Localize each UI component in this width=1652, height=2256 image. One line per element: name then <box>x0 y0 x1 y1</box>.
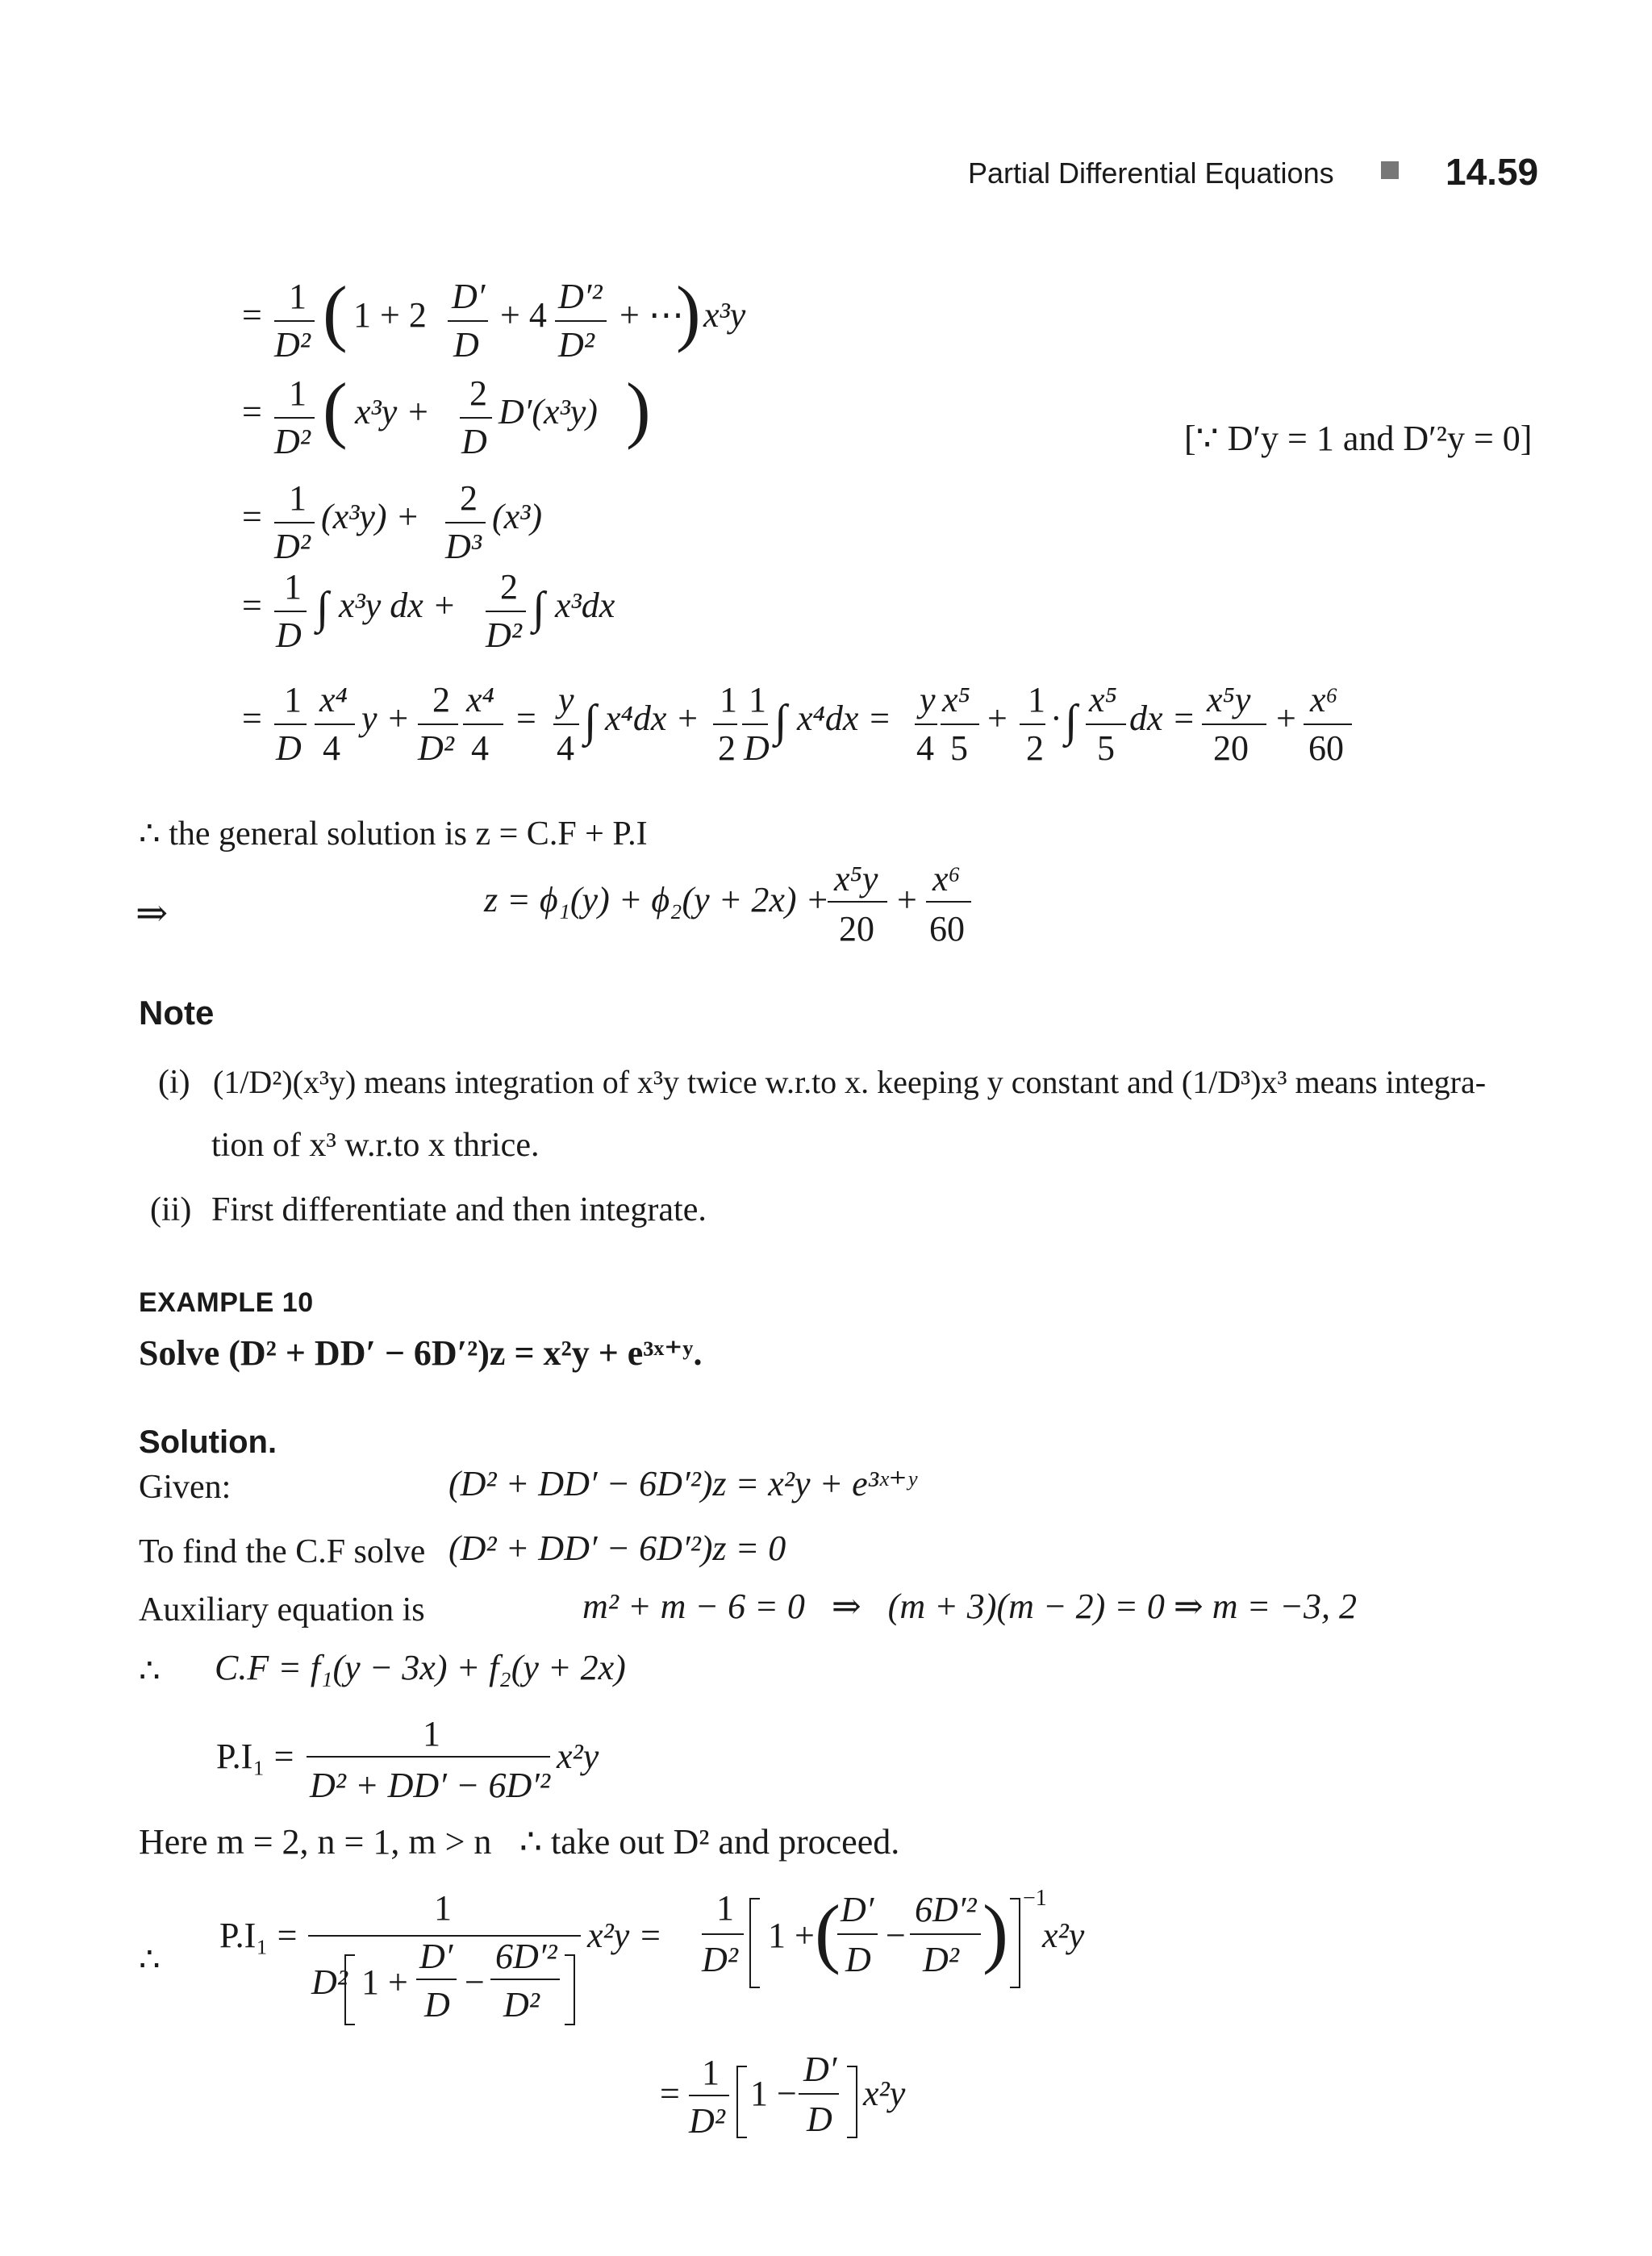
svg-text:D²: D² <box>689 2101 725 2141</box>
svg-text:y: y <box>920 680 936 719</box>
svg-text:): ) <box>626 368 651 450</box>
svg-text:1: 1 <box>289 373 307 413</box>
svg-text:5: 5 <box>1097 728 1115 768</box>
svg-text:∫: ∫ <box>584 696 597 746</box>
svg-text:+: + <box>1276 698 1296 738</box>
svg-text:D′: D′ <box>803 2050 837 2089</box>
svg-text:6D′²: 6D′² <box>915 1890 977 1929</box>
svg-text:y +: y + <box>361 698 411 738</box>
svg-text:5: 5 <box>950 728 968 768</box>
svg-text:x⁴dx =: x⁴dx = <box>797 698 892 738</box>
page-number: 14.59 <box>1446 151 1539 193</box>
note-heading: Note <box>139 994 215 1032</box>
derivation-line-1 <box>242 271 746 365</box>
svg-text:D² + DD′ − 6D′²: D² + DD′ − 6D′² <box>310 1766 551 1805</box>
svg-text:x⁵: x⁵ <box>942 680 970 719</box>
derivation-line-3 <box>242 478 542 566</box>
general-solution-statement: ∴ the general solution is z = C.F + P.I <box>139 815 648 853</box>
svg-text:D: D <box>807 2100 832 2139</box>
svg-text:1: 1 <box>716 1888 734 1928</box>
cf-result: C.F = f₁(y − 3x) + f₂(y + 2x) <box>215 1648 626 1687</box>
svg-text:1: 1 <box>1028 680 1045 719</box>
derivation-line-5 <box>242 680 1352 768</box>
svg-text:): ) <box>676 271 701 353</box>
solution-heading: Solution. <box>139 1424 277 1460</box>
svg-text:·: · <box>1050 698 1062 738</box>
svg-text:D: D <box>845 1940 871 1979</box>
note-item-i-line1: (1/D²)(x³y) means integration of x³y twice w.r.to x. keeping y constant and (1/D³)x³ means integra- <box>213 1064 1487 1100</box>
svg-text:D²: D² <box>418 728 454 768</box>
svg-text:x³y dx +: x³y dx + <box>339 586 457 625</box>
svg-text:y: y <box>558 680 574 719</box>
aux-label: Auxiliary equation is <box>139 1591 425 1628</box>
pi1-equation <box>211 1710 695 1815</box>
svg-text:=: = <box>242 295 262 335</box>
svg-text:x⁴dx +: x⁴dx + <box>605 698 700 738</box>
svg-text:x⁶: x⁶ <box>932 859 961 899</box>
svg-text:=: = <box>660 2074 680 2113</box>
svg-text:D²: D² <box>311 1962 348 2002</box>
here-statement: Here m = 2, n = 1, m > n <box>139 1822 492 1862</box>
svg-text:P.I₁ =: P.I₁ = <box>219 1916 298 1955</box>
svg-text:1: 1 <box>289 277 307 316</box>
given-equation: (D² + DD′ − 6D′²)z = x²y + e³ˣ⁺ʸ <box>448 1464 916 1503</box>
svg-text:2: 2 <box>432 680 450 719</box>
svg-text:(: ( <box>323 368 348 450</box>
svg-text:D²: D² <box>274 325 311 365</box>
svg-text:x³y +: x³y + <box>355 392 430 432</box>
svg-text:+ 4: + 4 <box>500 295 547 335</box>
svg-text:1 +: 1 + <box>361 1962 408 2002</box>
svg-text:1: 1 <box>423 1714 440 1754</box>
svg-text:4: 4 <box>557 728 574 768</box>
svg-text:x⁵: x⁵ <box>1089 680 1117 719</box>
running-title: Partial Differential Equations <box>968 156 1334 190</box>
svg-text:1 +: 1 + <box>768 1916 815 1955</box>
svg-text:x³dx: x³dx <box>555 586 615 625</box>
derivation-side-note: [∵ D′y = 1 and D′²y = 0] <box>1184 419 1533 458</box>
svg-text:=: = <box>242 497 262 536</box>
pi1-expand-therefore: ∴ <box>139 1941 161 1979</box>
svg-text:4: 4 <box>471 728 489 768</box>
svg-text:x⁶: x⁶ <box>1310 680 1338 719</box>
svg-text:1 + 2: 1 + 2 <box>353 295 427 335</box>
svg-text:2: 2 <box>460 478 478 518</box>
svg-text:+ ⋯: + ⋯ <box>620 295 684 335</box>
pi1-expanded-equation <box>211 1887 1131 2145</box>
cf-equation: (D² + DD′ − 6D′²)z = 0 <box>448 1528 786 1568</box>
example-label: EXAMPLE 10 <box>139 1287 314 1318</box>
svg-text:20: 20 <box>1213 728 1249 768</box>
svg-text:x²y: x²y <box>863 2074 906 2113</box>
svg-text:D′: D′ <box>419 1937 453 1976</box>
svg-text:z = ϕ₁(y) + ϕ₂(y + 2x) +: z = ϕ₁(y) + ϕ₂(y + 2x) + <box>484 880 830 919</box>
svg-text:20: 20 <box>839 909 874 949</box>
svg-text:6D′²: 6D′² <box>495 1937 557 1976</box>
svg-text:1: 1 <box>289 478 307 518</box>
svg-text:x⁴: x⁴ <box>319 680 348 719</box>
svg-text:(: ( <box>815 1889 841 1975</box>
derivation-block <box>210 266 1565 799</box>
svg-text:dx =: dx = <box>1129 698 1196 738</box>
svg-text:x²y: x²y <box>557 1737 599 1776</box>
svg-text:4: 4 <box>916 728 934 768</box>
svg-text:2: 2 <box>469 373 487 413</box>
svg-text:∫: ∫ <box>1065 696 1078 746</box>
cf-label: To find the C.F solve <box>139 1533 426 1570</box>
svg-text:∫: ∫ <box>532 583 545 633</box>
svg-text:+: + <box>897 880 917 919</box>
note-item-ii-text: First differentiate and then integrate. <box>211 1191 707 1228</box>
svg-text:D: D <box>461 422 487 461</box>
svg-text:1: 1 <box>284 680 302 719</box>
given-label: Given: <box>139 1469 232 1506</box>
svg-text:D′²: D′² <box>558 277 603 316</box>
svg-text:): ) <box>982 1889 1008 1975</box>
svg-text:D: D <box>453 325 479 365</box>
note-item-ii-label: (ii) <box>150 1191 192 1228</box>
svg-text:2: 2 <box>718 728 736 768</box>
svg-text:D′: D′ <box>452 277 486 316</box>
svg-text:1: 1 <box>434 1888 452 1928</box>
svg-text:=: = <box>242 698 262 738</box>
svg-text:(: ( <box>323 271 348 353</box>
svg-text:D: D <box>276 728 302 768</box>
svg-text:D²: D² <box>558 325 594 365</box>
derivation-line-4 <box>242 567 615 655</box>
svg-text:D²: D² <box>274 527 311 566</box>
svg-text:(x³): (x³) <box>492 497 543 536</box>
svg-text:D²: D² <box>503 1985 540 2025</box>
svg-text:−: − <box>886 1916 906 1955</box>
here-action: ∴ take out D² and proceed. <box>519 1822 900 1862</box>
svg-text:x⁵y: x⁵y <box>1207 680 1251 719</box>
svg-text:D²: D² <box>702 1940 738 1979</box>
svg-text:D: D <box>744 728 770 768</box>
implies-arrow: ⇒ <box>136 892 169 935</box>
svg-text:D′(x³y): D′(x³y) <box>499 392 598 432</box>
svg-text:60: 60 <box>929 909 965 949</box>
cf-therefore: ∴ <box>139 1653 161 1690</box>
pi1-final <box>660 2050 906 2141</box>
svg-text:−1: −1 <box>1023 1887 1047 1911</box>
svg-text:D′: D′ <box>841 1890 874 1929</box>
svg-text:x⁵y: x⁵y <box>834 859 878 899</box>
aux-equation: m² + m − 6 = 0 ⇒ (m + 3)(m − 2) = 0 ⇒ m = −3, 2 <box>582 1587 1357 1626</box>
svg-text:−: − <box>465 1962 485 2002</box>
note-item-i-label: (i) <box>158 1064 190 1101</box>
svg-text:2: 2 <box>1026 728 1044 768</box>
svg-text:∫: ∫ <box>316 583 329 633</box>
svg-text:1: 1 <box>720 680 737 719</box>
running-header <box>968 150 1539 194</box>
svg-text:D²: D² <box>274 422 311 461</box>
svg-text:4: 4 <box>323 728 340 768</box>
svg-text:x⁴: x⁴ <box>466 680 494 719</box>
svg-text:D³: D³ <box>445 527 482 566</box>
svg-text:∫: ∫ <box>774 696 787 746</box>
example-problem: Solve (D² + DD′ − 6D′²)z = x²y + e³ˣ⁺ʸ. <box>139 1333 703 1373</box>
svg-text:x²y: x²y <box>1042 1916 1085 1955</box>
svg-text:1: 1 <box>702 2053 720 2092</box>
svg-text:D²: D² <box>923 1940 959 1979</box>
svg-text:P.I₁ =: P.I₁ = <box>216 1737 294 1776</box>
svg-text:x³y: x³y <box>703 295 746 335</box>
svg-text:1 −: 1 − <box>750 2074 797 2113</box>
header-square-icon <box>1381 161 1399 179</box>
note-item-i-line2: tion of x³ w.r.to x thrice. <box>211 1127 540 1164</box>
general-solution-equation <box>476 855 992 960</box>
svg-text:+: + <box>987 698 1007 738</box>
svg-text:=: = <box>242 586 262 625</box>
derivation-line-2 <box>242 368 651 461</box>
svg-text:2: 2 <box>500 567 518 607</box>
svg-text:=: = <box>516 698 536 738</box>
svg-text:D²: D² <box>486 615 522 655</box>
svg-text:60: 60 <box>1308 728 1344 768</box>
svg-text:1: 1 <box>284 567 302 607</box>
svg-text:(x³y) +: (x³y) + <box>321 497 420 536</box>
svg-text:x²y =: x²y = <box>587 1916 662 1955</box>
svg-text:=: = <box>242 392 262 432</box>
svg-text:D: D <box>276 615 302 655</box>
svg-text:D: D <box>424 1985 450 2025</box>
svg-text:1: 1 <box>749 680 766 719</box>
